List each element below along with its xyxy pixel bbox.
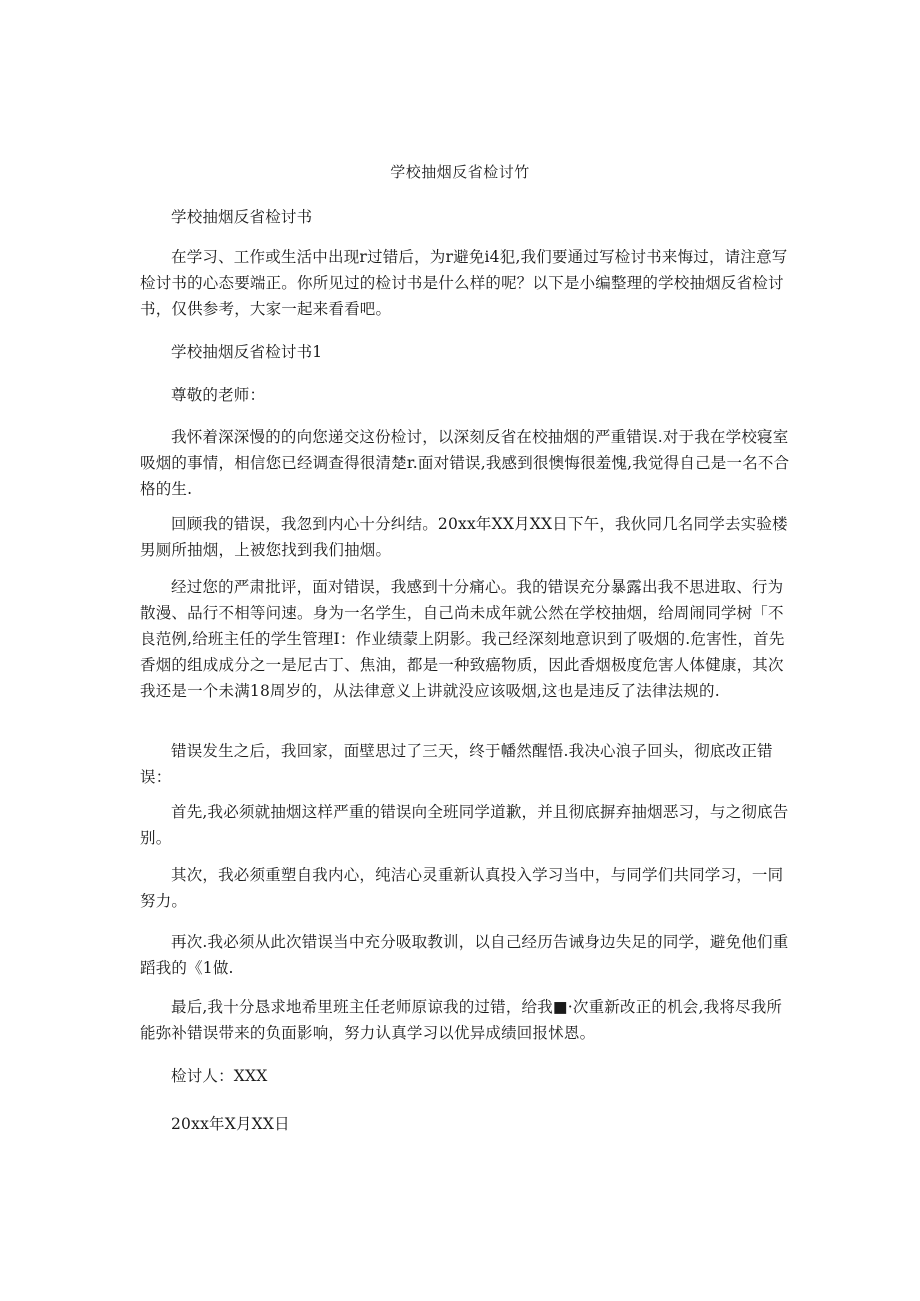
- section-heading: 学校抽烟反省检讨书1: [171, 343, 323, 361]
- body-paragraph: 回顾我的错误，我忽到内心十分纠结。20xx年XX月XX日下午，我伙同几名同学去实验楼男厕所抽烟，上被您找到我们抽烟。: [140, 515, 788, 559]
- body-paragraph: 再次.我必须从此次错误当中充分吸取教训，以自己经历告诫身边失足的同学，避免他们重蹈我的《1做.: [140, 933, 789, 977]
- body-paragraph: 最后,我十分恳求地希里班主任老师原谅我的过错，给我■·次重新改正的机会,我将尽我所能弥补错误带来的负面影响，努力认真学习以优异成绩回报怵恩。: [140, 998, 783, 1042]
- body-paragraph: 经过您的严肃批评，面对错误，我感到十分痛心。我的错误充分暴露出我不思进取、行为散漫、品行不相等问速。身为一名学生，自己尚未成年就公然在学校抽烟，给周闹同学树「不良范例,给班主任的学生管理I：作业绩蒙上阴影。我己经深刻地意识到了吸烟的.危害性，首先香烟的组成成分之一是尼古丁、焦油，都是一种致癌物质，因此香烟极度危害人体健康，其次我还是一个未满18周岁的，从法律意义上讲就没应该吸烟,这也是违反了法律法规的.: [140, 578, 785, 700]
- document-subtitle: 学校抽烟反省检讨书: [171, 208, 313, 226]
- date: 20xx年X月XX日: [171, 1115, 290, 1133]
- body-paragraph: 我怀着深深慢的的向您递交这份检讨，以深刻反省在校抽烟的严重错误.对于我在学校寝室吸烟的事情，相信您已经调查得很清楚r.面对错误,我感到很懊悔很羞愧,我觉得自己是一名不合格的生.: [140, 428, 790, 498]
- document-title: 学校抽烟反省检讨竹: [390, 163, 530, 181]
- intro-paragraph: 在学习、工作或生活中出现r过错后，为r避免i4犯,我们要通过写检讨书来悔过，请注意写检讨书的心态要端正。你所见过的检讨书是什么样的呢？以下是小编整理的学校抽烟反省检讨书，仅供参考，大家一起来看看吧。: [140, 248, 788, 318]
- body-paragraph: 错误发生之后，我回家，面壁思过了三天，终于幡然醒悟.我决心浪子回头，彻底改正错误：: [140, 742, 773, 786]
- signature: 检讨人：XXX: [171, 1067, 268, 1085]
- body-paragraph: 首先,我必须就抽烟这样严重的错误向全班同学道歉，并且彻底摒弃抽烟恶习，与之彻底告别。: [140, 803, 789, 847]
- salutation: 尊敬的老师：: [171, 386, 266, 404]
- body-paragraph: 其次，我必须重塑自我内心，纯洁心灵重新认真投入学习当中，与同学们共同学习，一同努力。: [140, 866, 784, 910]
